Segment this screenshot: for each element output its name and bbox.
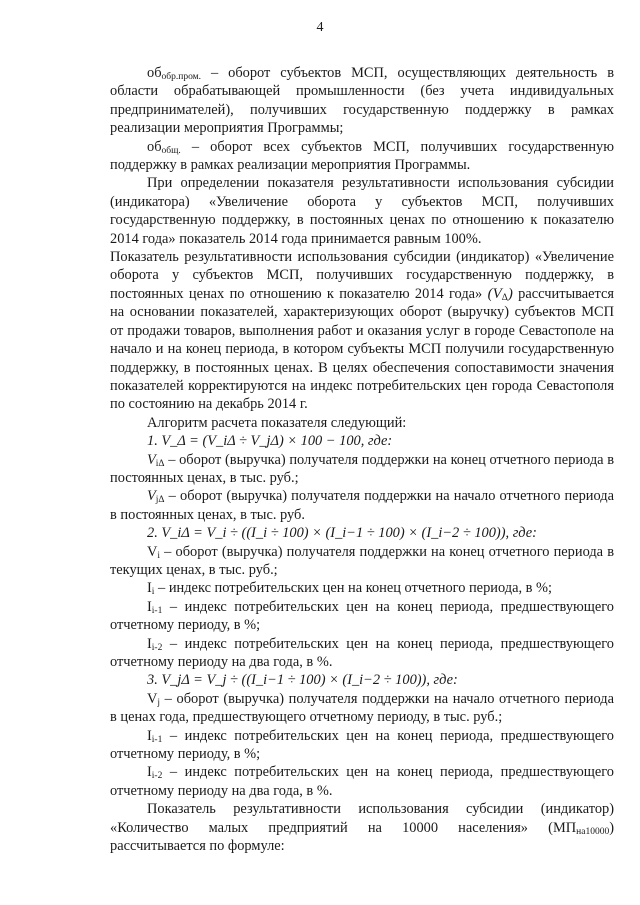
paragraph-text: – оборот всех субъектов МСП, получивших государственную поддержку в рамках реализации мероприятия Программы. — [110, 138, 614, 174]
definition-ii — [110, 579, 614, 597]
symbol-subscript: i-2 — [151, 771, 163, 782]
symbol-subscript: i-1 — [151, 734, 163, 745]
paragraph-text: Показатель результативности использования субсидии (индикатор) «Количество малых предприятий на 10000 населения» (МП — [110, 801, 614, 836]
paragraph-turnover-manufacturing — [110, 64, 614, 138]
paragraph-text: рассчитывается на основании показателей, характеризующих оборот (выручку) субъектов МСП от продажи товаров, выполнения работ и оказания услуг в городе Севастополе на начало и на конец периода, в котором субъекты МСП получили государственную поддержку, в постоянных ценах. В целях обеспечения сопоставимости значения показателей корректируются на индекс потребительских цен города Севастополя по состоянию на декабрь 2014 г. — [110, 285, 614, 413]
definition-ii-1 — [110, 598, 614, 635]
symbol-subscript: iΔ — [155, 458, 165, 469]
symbol-subscript: jΔ — [155, 495, 165, 506]
symbol-subscript: общ. — [161, 145, 181, 156]
symbol-subscript: i — [151, 587, 155, 598]
paragraph-turnover-total — [110, 138, 614, 175]
symbol-close: ) — [507, 285, 513, 302]
formula-2: 2. V_iΔ = V_i ÷ ((I_i ÷ 100) × (I_i−1 ÷ 100) × (I_i−2 ÷ 100)), где: — [147, 525, 537, 542]
definition-vj — [110, 690, 614, 727]
paragraph-text: – индекс потребительских цен на конец отчетного периода, в %; — [154, 580, 553, 597]
definition-ii-2-second — [110, 763, 614, 800]
symbol: V — [147, 690, 158, 707]
symbol: I — [147, 635, 152, 652]
symbol: об — [147, 138, 162, 155]
symbol: I — [147, 727, 152, 744]
symbol: I — [147, 580, 152, 597]
symbol: (V — [487, 285, 502, 302]
paragraph-algorithm-intro: Алгоритм расчета показателя следующий: — [147, 414, 407, 431]
formula-1: 1. V_Δ = (V_iΔ ÷ V_jΔ) × 100 − 100, где: — [147, 433, 393, 450]
symbol: об — [147, 65, 162, 81]
symbol-subscript: i-1 — [151, 605, 163, 616]
symbol-subscript: i — [157, 550, 161, 561]
symbol: V — [147, 488, 156, 505]
paragraph-indicator-small-enterprises — [110, 800, 614, 855]
paragraph-2014-baseline: При определении показателя результативности использования субсидии (индикатора) «Увеличение оборота у субъектов МСП, получивших государственную поддержку, в постоянных ценах по отношению к показателю 2014 года» показатель 2014 года принимается равным 100%. — [110, 175, 614, 247]
paragraph-text: – индекс потребительских цен на конец периода, предшествующего отчетному периоду на два года, в %. — [110, 764, 614, 799]
symbol: V — [147, 451, 156, 468]
paragraph-text: – индекс потребительских цен на конец периода, предшествующего отчетному периоду на два года, в %. — [110, 635, 614, 670]
symbol: V — [147, 543, 158, 560]
document-body — [110, 64, 614, 855]
paragraph-text: Показатель результативности использования субсидии (индикатор) «Увеличение оборота у субъектов МСП, получивших государственную поддержку, в постоянных ценах по отношению к показателю 2014 года» — [110, 249, 614, 302]
symbol: I — [147, 598, 152, 615]
definition-vjDelta — [110, 487, 614, 524]
definition-ii-2 — [110, 635, 614, 672]
symbol-subscript: Δ — [501, 292, 508, 303]
paragraph-text: – оборот (выручка) получателя поддержки на начало отчетного периода в постоянных ценах, в тыс. руб. — [110, 488, 614, 523]
definition-viDelta — [110, 451, 614, 488]
symbol-subscript: j — [157, 697, 161, 708]
paragraph-text: – оборот субъектов МСП, осуществляющих деятельность в области обрабатывающей промышленности (без учета индивидуальных предпринимателей), получивших государственную поддержку в рамках реализации мероприятия Программы; — [110, 65, 614, 137]
paragraph-text: – оборот (выручка) получателя поддержки на конец отчетного периода в постоянных ценах, в тыс. руб.; — [110, 451, 614, 486]
symbol: I — [147, 764, 152, 781]
paragraph-text: ) рассчитывается по формуле: — [110, 819, 614, 855]
paragraph-text: – индекс потребительских цен на конец периода, предшествующего отчетному периоду, в %; — [110, 598, 614, 634]
symbol-subscript: i-2 — [151, 642, 163, 653]
definition-ii-1-second — [110, 727, 614, 764]
page-number: 4 — [316, 20, 324, 35]
paragraph-text: – оборот (выручка) получателя поддержки на конец отчетного периода в текущих ценах, в тыс. руб.; — [110, 543, 614, 578]
paragraph-text: – оборот (выручка) получателя поддержки на начало отчетного периода в ценах года, предшествующего отчетному периоду, в тыс. руб.; — [110, 690, 614, 726]
paragraph-indicator-turnover — [110, 248, 614, 414]
definition-vi — [110, 543, 614, 580]
symbol-subscript: обр.пром. — [161, 72, 202, 82]
paragraph-text: – индекс потребительских цен на конец периода, предшествующего отчетному периоду, в %; — [110, 727, 614, 763]
symbol-subscript: на10000 — [576, 826, 610, 837]
formula-3: 3. V_jΔ = V_j ÷ ((I_i−1 ÷ 100) × (I_i−2 ÷ 100)), где: — [147, 672, 458, 689]
